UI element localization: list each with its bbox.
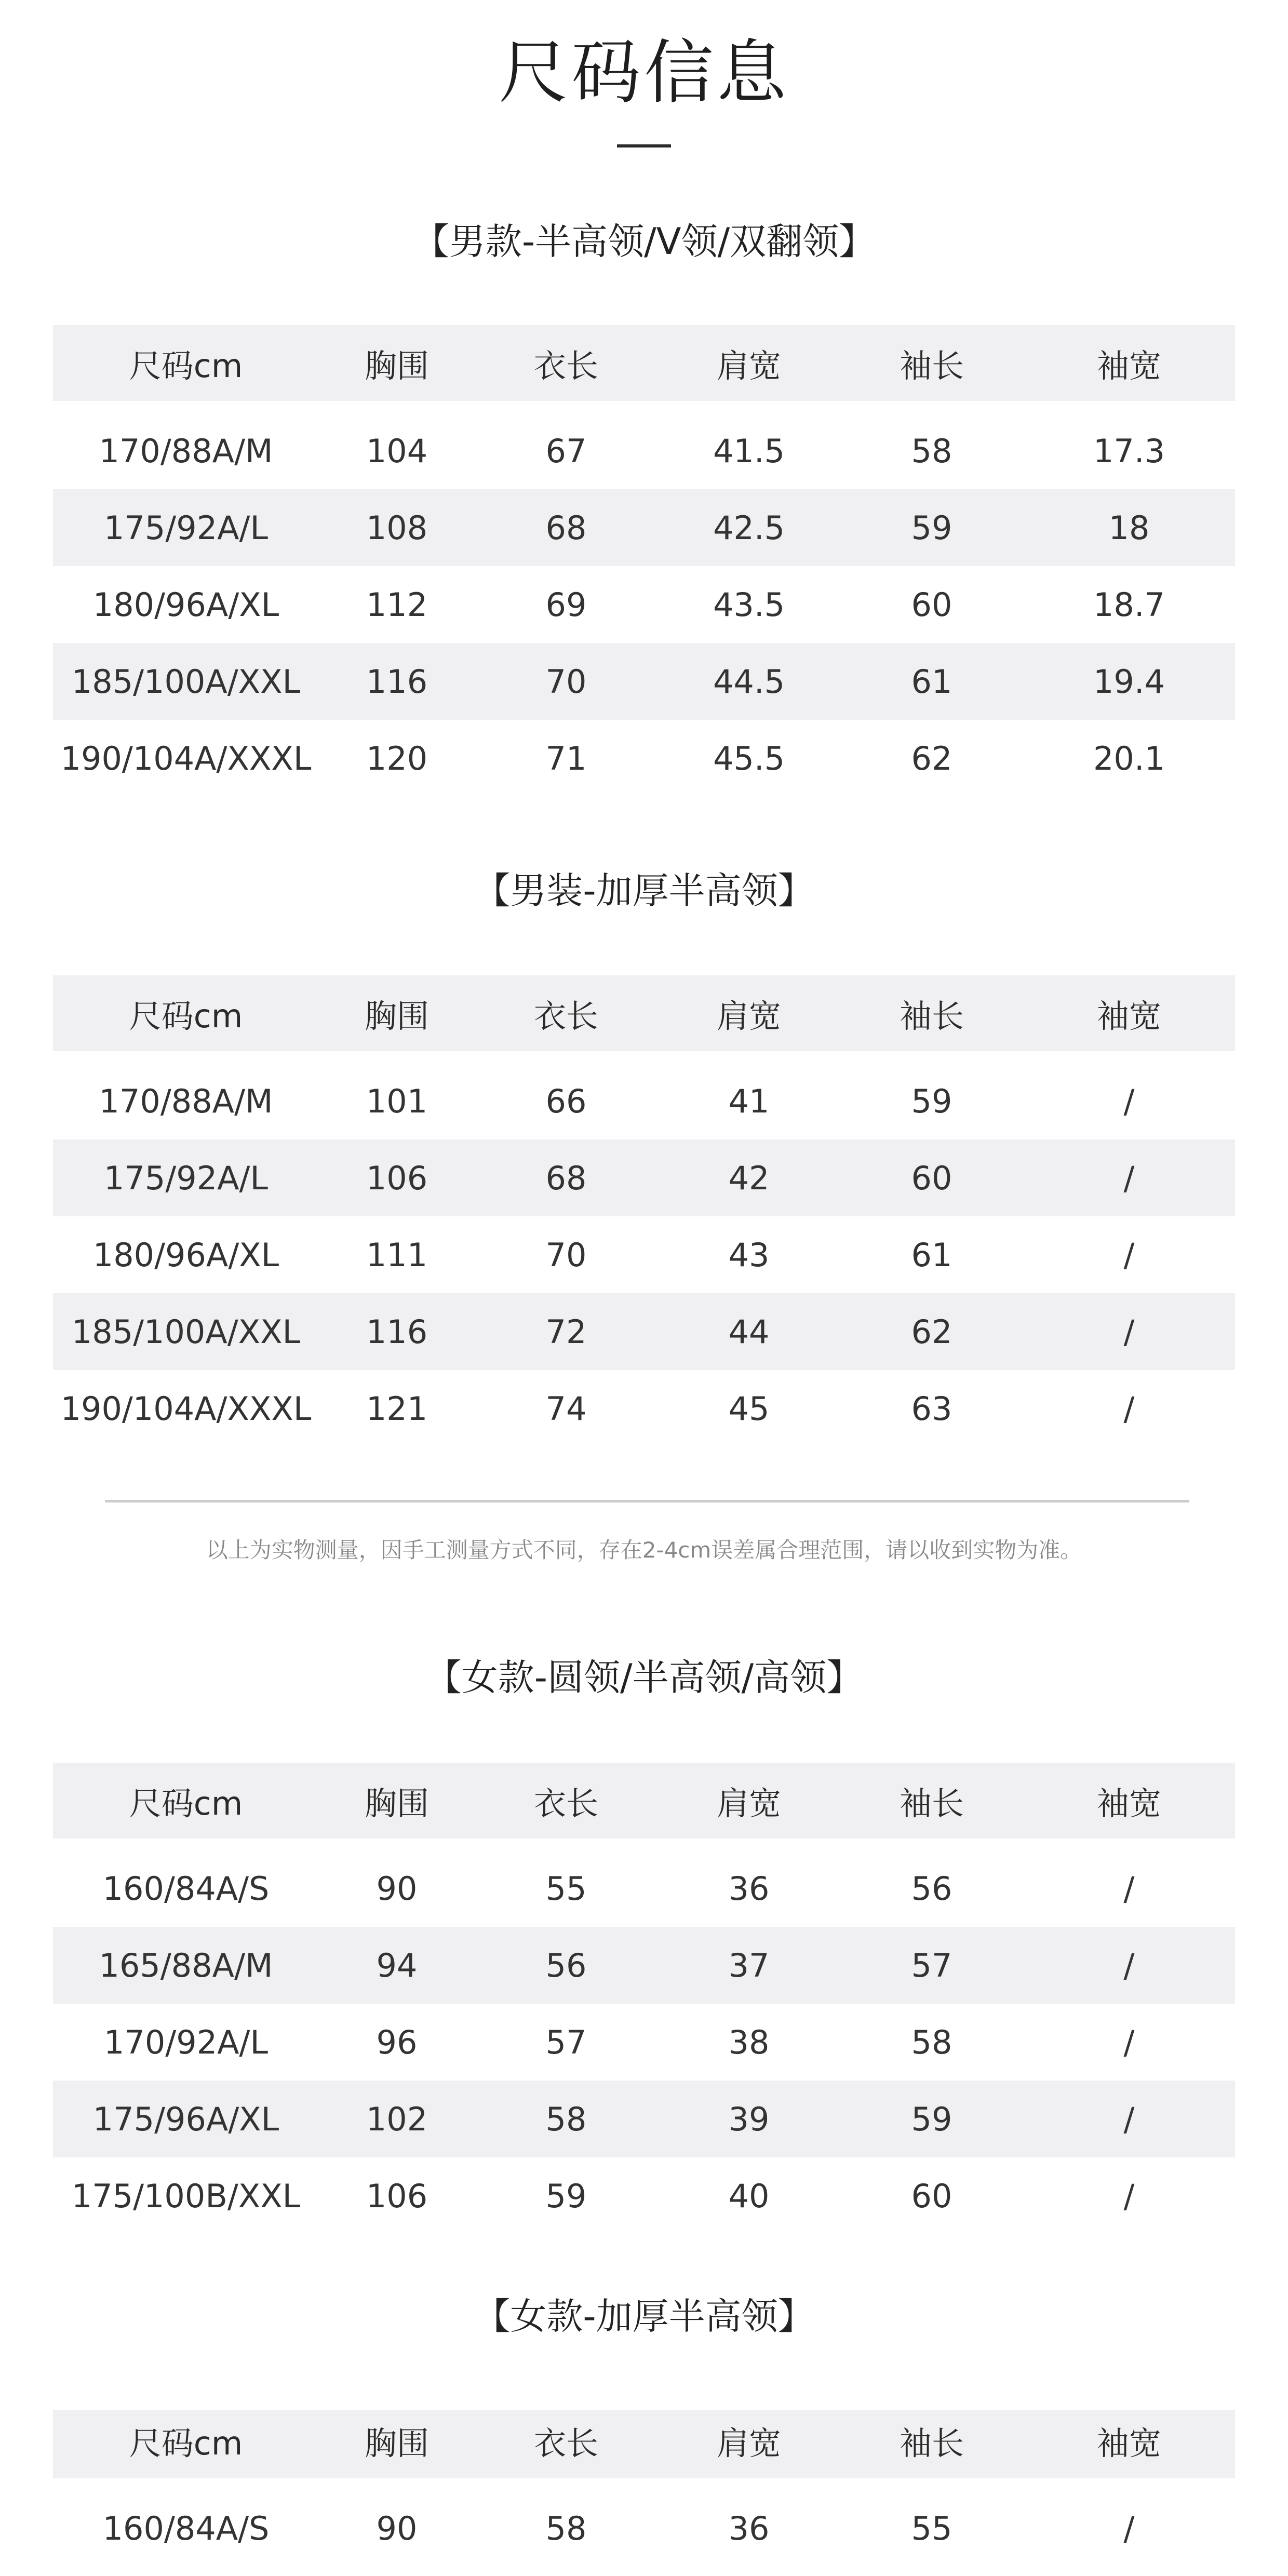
table-row (53, 720, 1235, 797)
title-underline (617, 144, 671, 147)
measurement-note: 以上为实物测量，因手工测量方式不同，存在2-4cm误差属合理范围，请以收到实物为准。 (206, 1537, 1082, 1563)
section-heading-men-thick: 【男装-加厚半高领】 (474, 869, 814, 912)
cell-size: 190/104A/XXXL (60, 1389, 312, 1428)
cell-sleeve-width: / (1023, 2081, 1235, 2157)
cell-chest: 101 (366, 1082, 428, 1120)
column-header-chest: 胸围 (319, 1763, 475, 1839)
cell-sleeve-width: / (1123, 2509, 1135, 2547)
section-heading-women-collar: 【女款-圆领/半高领/高领】 (425, 1656, 863, 1699)
table-row (53, 566, 1235, 643)
column-header-sleeve-length: 袖长 (840, 975, 1023, 1051)
cell-chest: 104 (366, 432, 428, 470)
table-row (53, 1850, 1235, 1927)
note-divider (105, 1500, 1189, 1502)
column-header-sleeve-width: 袖宽 (1023, 2410, 1235, 2478)
cell-shoulder: 45.5 (713, 739, 785, 777)
table-header-row (53, 975, 1235, 1051)
table-row (53, 1927, 1235, 2004)
cell-size: 170/88A/M (99, 1082, 273, 1120)
cell-sleeve-length: 60 (840, 1139, 1023, 1216)
column-header-length: 衣长 (475, 325, 658, 401)
column-header-sleeve-length: 袖长 (840, 325, 1023, 401)
cell-shoulder: 37 (658, 1927, 840, 2004)
cell-size: 170/92A/L (104, 2023, 268, 2061)
cell-chest: 112 (366, 585, 428, 624)
column-header-size: 尺码cm (53, 2410, 319, 2478)
cell-sleeve-width: / (1023, 1927, 1235, 2004)
cell-sleeve-length: 59 (911, 1082, 952, 1120)
cell-length: 67 (545, 432, 587, 470)
cell-sleeve-length: 61 (911, 1236, 952, 1274)
cell-length: 66 (545, 1082, 587, 1120)
cell-shoulder: 44.5 (658, 643, 840, 720)
column-header-shoulder: 肩宽 (658, 975, 840, 1051)
table-row (53, 1063, 1235, 1139)
table-header-row (53, 2410, 1235, 2478)
table-header-row (53, 1763, 1235, 1839)
cell-shoulder: 43 (728, 1236, 770, 1274)
column-header-size: 尺码cm (53, 1763, 319, 1839)
column-header-sleeve-width: 袖宽 (1023, 325, 1235, 401)
size-table-men-collar (53, 325, 1235, 797)
cell-sleeve-length: 60 (911, 585, 952, 624)
cell-shoulder: 42 (658, 1139, 840, 1216)
page-title: 尺码信息 (498, 32, 789, 113)
cell-length: 70 (475, 643, 658, 720)
cell-sleeve-length: 58 (911, 432, 952, 470)
cell-chest: 90 (376, 2509, 418, 2547)
column-header-sleeve-length: 袖长 (840, 1763, 1023, 1839)
column-header-size: 尺码cm (53, 325, 319, 401)
column-header-sleeve-width: 袖宽 (1023, 1763, 1235, 1839)
cell-sleeve-length: 63 (911, 1389, 952, 1428)
cell-sleeve-length: 62 (840, 1293, 1023, 1370)
cell-shoulder: 36 (728, 1869, 770, 1908)
column-header-length: 衣长 (475, 975, 658, 1051)
table-row (53, 412, 1235, 489)
cell-length: 58 (475, 2081, 658, 2157)
cell-length: 68 (475, 489, 658, 566)
size-table-women-thick (53, 2410, 1235, 2567)
cell-chest: 106 (319, 1139, 475, 1216)
column-header-shoulder: 肩宽 (658, 1763, 840, 1839)
cell-sleeve-width: 18.7 (1093, 585, 1165, 624)
cell-sleeve-width: / (1123, 1082, 1135, 1120)
cell-sleeve-length: 56 (911, 1869, 952, 1908)
table-viewport (0, 2410, 1288, 2576)
column-header-shoulder: 肩宽 (658, 325, 840, 401)
column-header-length: 衣长 (475, 2410, 658, 2478)
cell-size: 180/96A/XL (92, 1236, 279, 1274)
cell-sleeve-width: / (1023, 1139, 1235, 1216)
column-header-size: 尺码cm (53, 975, 319, 1051)
cell-chest: 96 (376, 2023, 418, 2061)
cell-size: 175/96A/XL (53, 2081, 319, 2157)
cell-size: 175/92A/L (53, 489, 319, 566)
cell-sleeve-length: 59 (840, 489, 1023, 566)
table-row (53, 1139, 1235, 1216)
table-row (53, 1216, 1235, 1293)
cell-sleeve-width: / (1123, 1389, 1135, 1428)
size-table-men-thick (53, 975, 1235, 1447)
cell-size: 190/104A/XXXL (60, 739, 312, 777)
cell-shoulder: 44 (658, 1293, 840, 1370)
cell-chest: 116 (319, 1293, 475, 1370)
cell-sleeve-length: 60 (911, 2177, 952, 2215)
cell-sleeve-width: / (1123, 1869, 1135, 1908)
cell-shoulder: 40 (728, 2177, 770, 2215)
column-header-sleeve-width: 袖宽 (1023, 975, 1235, 1051)
cell-sleeve-width: / (1123, 2023, 1135, 2061)
cell-length: 56 (475, 1927, 658, 2004)
table-row (53, 1370, 1235, 1447)
column-header-chest: 胸围 (319, 2410, 475, 2478)
cell-sleeve-width: / (1023, 1293, 1235, 1370)
cell-size: 170/88A/M (99, 432, 273, 470)
cell-length: 58 (545, 2509, 587, 2547)
cell-chest: 102 (319, 2081, 475, 2157)
cell-size: 160/84A/S (102, 2509, 270, 2547)
cell-sleeve-length: 62 (911, 739, 952, 777)
section-heading-men-collar: 【男款-半高领/V领/双翻领】 (412, 220, 876, 263)
column-header-chest: 胸围 (319, 975, 475, 1051)
cell-size: 160/84A/S (102, 1869, 270, 1908)
cell-length: 71 (545, 739, 587, 777)
table-row (53, 2490, 1235, 2567)
table-header-row (53, 325, 1235, 401)
column-header-chest: 胸围 (319, 325, 475, 401)
cell-size: 185/100A/XXL (53, 1293, 319, 1370)
cell-sleeve-width: 17.3 (1093, 432, 1165, 470)
cell-length: 57 (545, 2023, 587, 2061)
cell-chest: 121 (366, 1389, 428, 1428)
column-header-length: 衣长 (475, 1763, 658, 1839)
cell-shoulder: 39 (658, 2081, 840, 2157)
table-row (53, 2081, 1235, 2157)
cell-chest: 108 (319, 489, 475, 566)
cell-sleeve-length: 55 (911, 2509, 952, 2547)
cell-chest: 90 (376, 1869, 418, 1908)
cell-length: 72 (475, 1293, 658, 1370)
cell-length: 74 (545, 1389, 587, 1428)
cell-size: 180/96A/XL (92, 585, 279, 624)
table-row (53, 2004, 1235, 2081)
cell-shoulder: 41 (728, 1082, 770, 1120)
cell-sleeve-width: 19.4 (1023, 643, 1235, 720)
cell-length: 70 (545, 1236, 587, 1274)
cell-length: 59 (545, 2177, 587, 2215)
cell-size: 175/100B/XXL (71, 2177, 301, 2215)
cell-shoulder: 38 (728, 2023, 770, 2061)
table-row (53, 1293, 1235, 1370)
table-row (53, 643, 1235, 720)
cell-size: 185/100A/XXL (53, 643, 319, 720)
cell-chest: 111 (366, 1236, 428, 1274)
size-table-women-collar (53, 1763, 1235, 2234)
cell-shoulder: 42.5 (658, 489, 840, 566)
cell-chest: 106 (366, 2177, 428, 2215)
cell-sleeve-width: / (1123, 2177, 1135, 2215)
cell-length: 55 (545, 1869, 587, 1908)
cell-sleeve-width: / (1123, 1236, 1135, 1274)
cell-size: 175/92A/L (53, 1139, 319, 1216)
table-row (53, 489, 1235, 566)
cell-sleeve-length: 61 (840, 643, 1023, 720)
cell-sleeve-width: 20.1 (1093, 739, 1165, 777)
cell-length: 69 (545, 585, 587, 624)
cell-shoulder: 36 (728, 2509, 770, 2547)
cell-chest: 94 (319, 1927, 475, 2004)
column-header-shoulder: 肩宽 (658, 2410, 840, 2478)
cell-shoulder: 45 (728, 1389, 770, 1428)
cell-chest: 116 (319, 643, 475, 720)
cell-sleeve-length: 58 (911, 2023, 952, 2061)
section-heading-women-thick: 【女款-加厚半高领】 (474, 2295, 814, 2338)
table-row (53, 2157, 1235, 2234)
cell-shoulder: 43.5 (713, 585, 785, 624)
column-header-sleeve-length: 袖长 (840, 2410, 1023, 2478)
cell-sleeve-width: 18 (1023, 489, 1235, 566)
cell-chest: 120 (366, 739, 428, 777)
cell-length: 68 (475, 1139, 658, 1216)
cell-sleeve-length: 59 (840, 2081, 1023, 2157)
cell-sleeve-length: 57 (840, 1927, 1023, 2004)
cell-shoulder: 41.5 (713, 432, 785, 470)
cell-size: 165/88A/M (53, 1927, 319, 2004)
